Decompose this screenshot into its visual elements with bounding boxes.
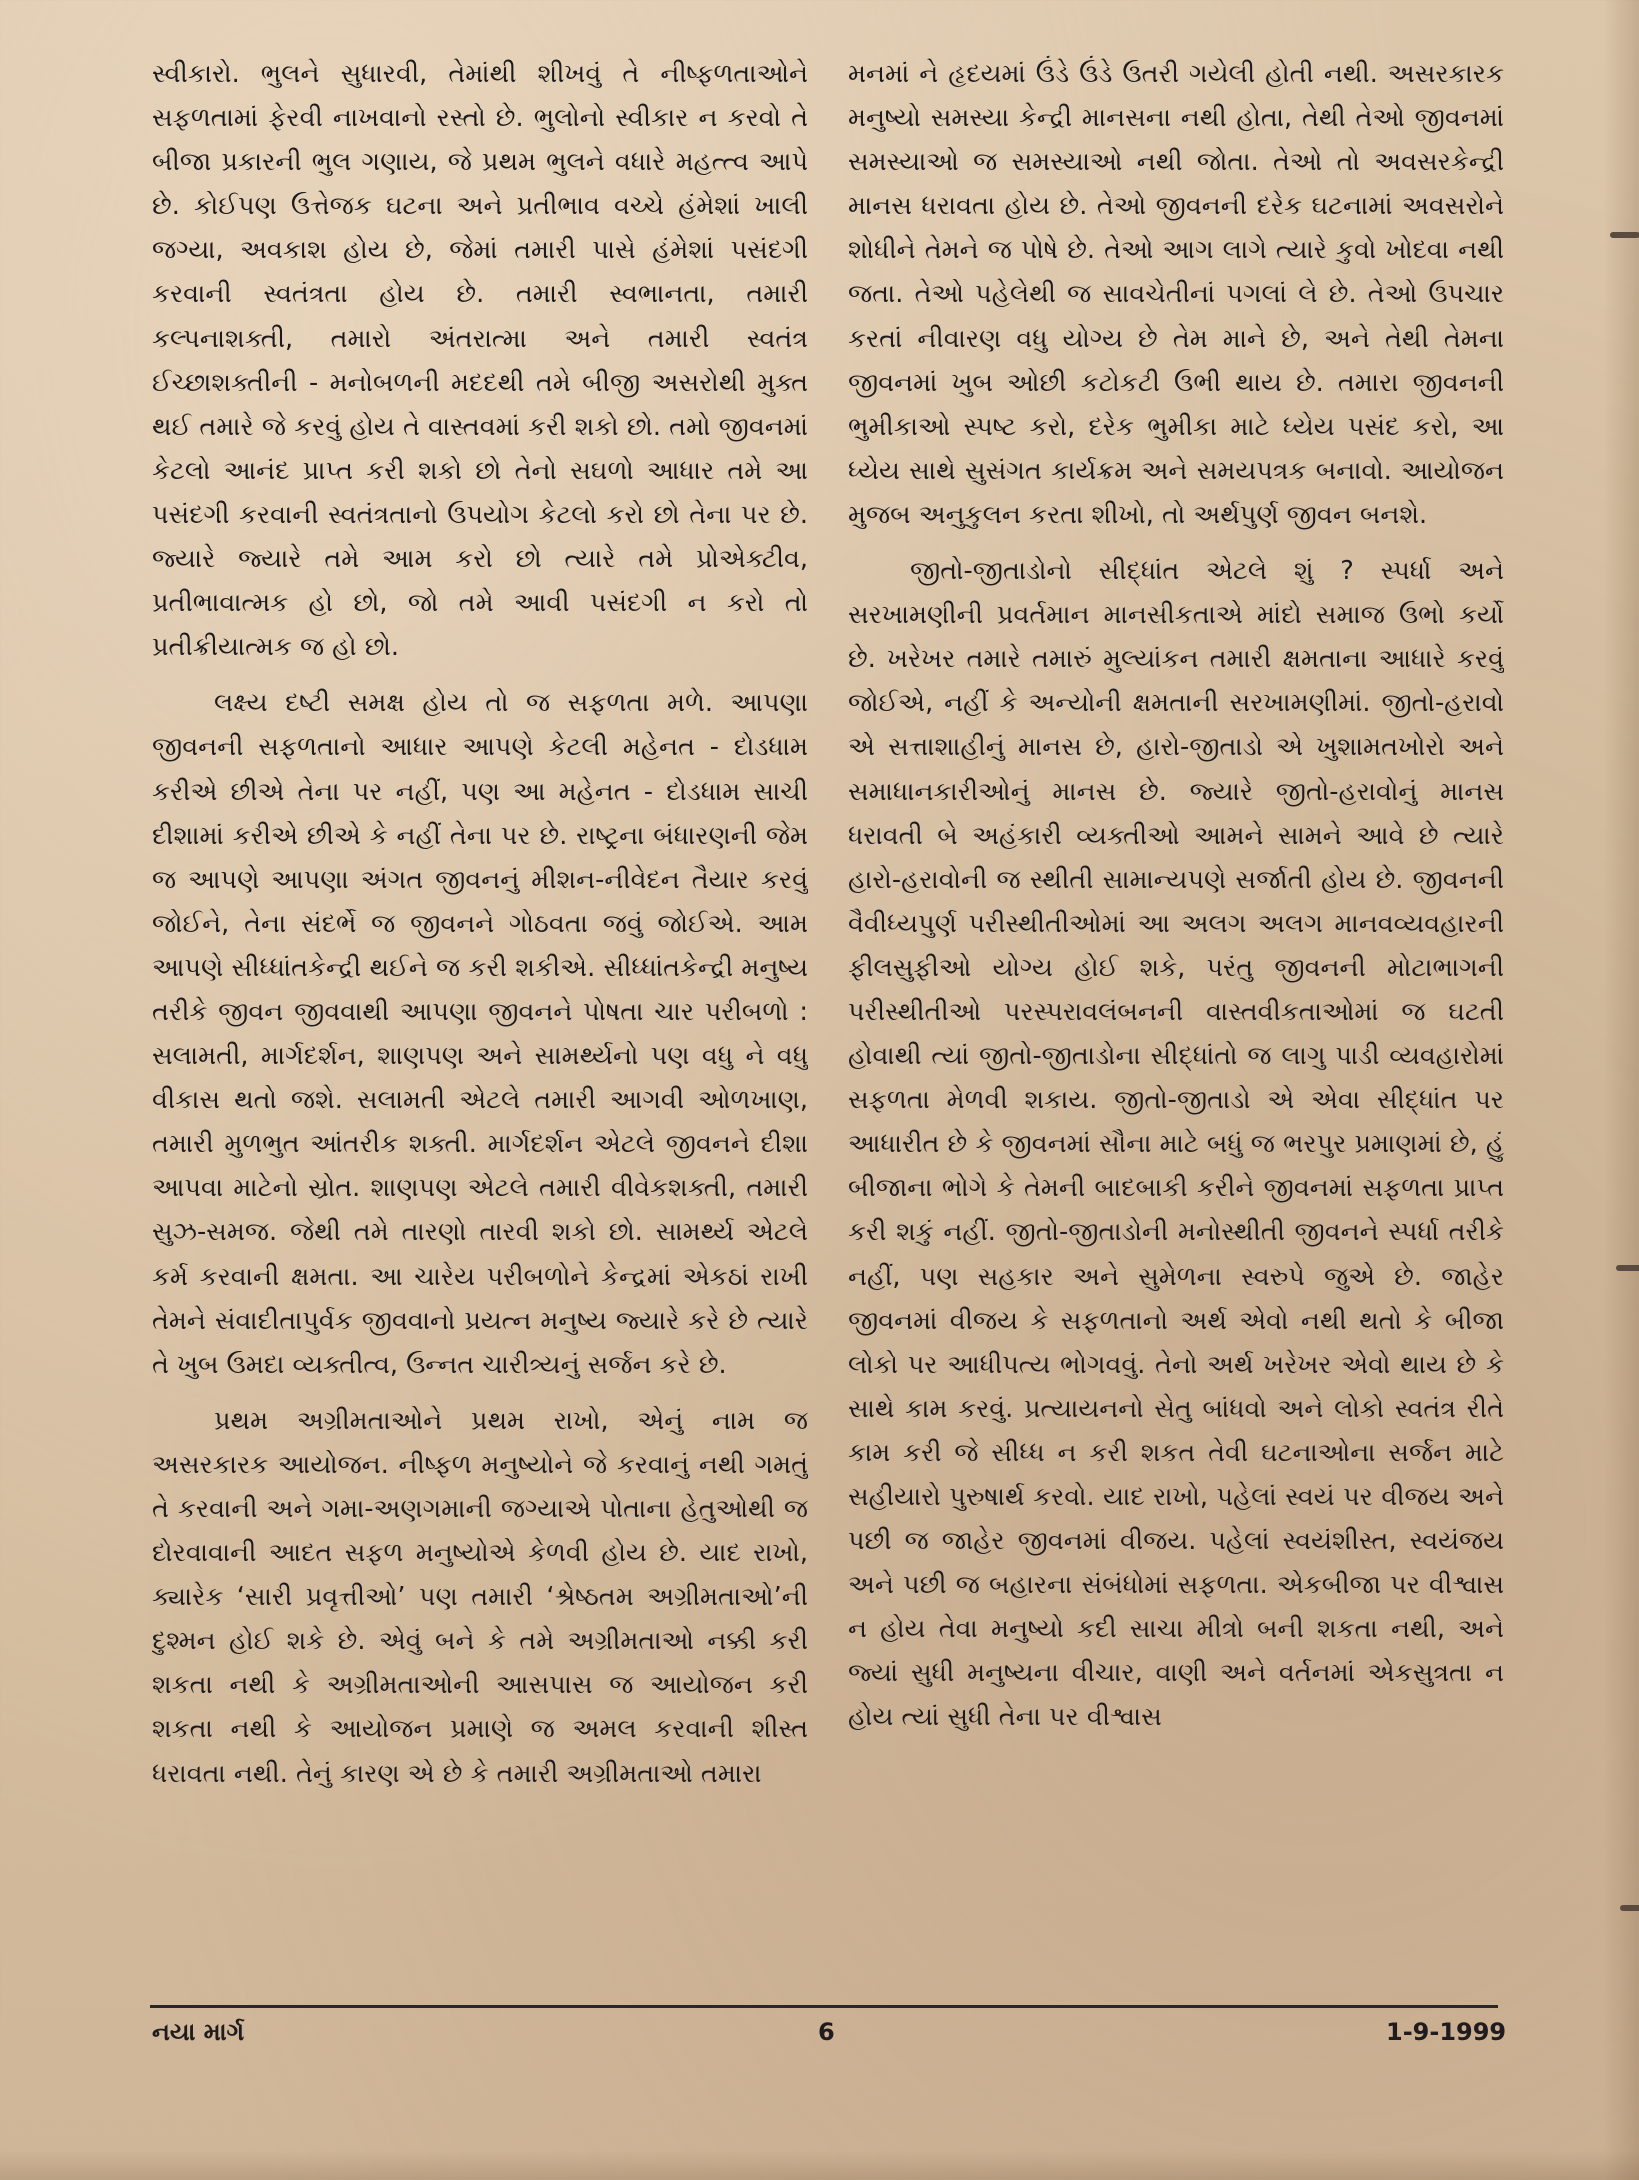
- paper-nick-mark: [1620, 1905, 1639, 1911]
- page-edge-shadow-bottom: [0, 2150, 1639, 2180]
- paper-nick-mark: [1610, 232, 1639, 238]
- issue-date: 1-9-1999: [1386, 2018, 1507, 2046]
- page-number: 6: [818, 2018, 835, 2046]
- article-paragraph: લક્ષ્ય દષ્ટી સમક્ષ હોય તો જ સફળતા મળે. આપણા જીવનની સફળતાનો આધાર આપણે કેટલી મહેનત - દોડધામ કરીએ છીએ તેના પર નહીં, પણ આ મહેનત - દોડધામ સાચી દીશામાં કરીએ છીએ કે નહીં તેના પર છે. રાષ્ટ્રના બંધારણની જેમ જ આપણે આપણા અંગત જીવનનું મીશન-નીવેદન તૈયાર કરવું જોઈને, તેના સંદર્ભે જ જીવનને ગોઠવતા જવું જોઈએ. આમ આપણે સીધ્ધાંતકેન્દ્રી થઈને જ કરી શકીએ. સીધ્ધાંતકેન્દ્રી મનુષ્ય તરીકે જીવન જીવવાથી આપણા જીવનને પોષતા ચાર પરીબળો : સલામતી, માર્ગદર્શન, શાણપણ અને સામર્થ્યનો પણ વધુ ને વધુ વીકાસ થતો જશે. સલામતી એટલે તમારી આગવી ઓળખાણ, તમારી મુળભુત આંતરીક શક્તી. માર્ગદર્શન એટલે જીવનને દીશા આપવા માટેનો સ્રોત. શાણપણ એટલે તમારી વીવેકશક્તી, તમારી સુઝ-સમજ. જેથી તમે તારણો તારવી શકો છો. સામર્થ્ય એટલે કર્મ કરવાની ક્ષમતા. આ ચારેય પરીબળોને કેન્દ્રમાં એકઠાં રાખી તેમને સંવાદીતાપુર્વક જીવવાનો પ્રયત્ન મનુષ્ય જ્યારે કરે છે ત્યારે તે ખુબ ઉમદા વ્યક્તીત્વ, ઉન્નત ચારીત્ર્યનું સર્જન કરે છે.: [152, 688, 808, 1380]
- page-edge-shadow-right: [1603, 0, 1639, 2180]
- article-column-right: [848, 52, 1504, 2002]
- article-column-left: [152, 52, 808, 2002]
- article-paragraph: મનમાં ને હૃદયમાં ઉંડે ઉંડે ઉતરી ગયેલી હોતી નથી. અસરકારક મનુષ્યો સમસ્યા કેન્દ્રી માનસના નથી હોતા, તેથી તેઓ જીવનમાં સમસ્યાઓ જ સમસ્યાઓ નથી જોતા. તેઓ તો અવસરકેન્દ્રી માનસ ધરાવતા હોય છે. તેઓ જીવનની દરેક ઘટનામાં અવસરોને શોધીને તેમને જ પોષે છે. તેઓ આગ લાગે ત્યારે કુવો ખોદવા નથી જતા. તેઓ પહેલેથી જ સાવચેતીનાં પગલાં લે છે. તેઓ ઉપચાર કરતાં નીવારણ વધુ યોગ્ય છે તેમ માને છે, અને તેથી તેમના જીવનમાં ખુબ ઓછી કટોકટી ઉભી થાય છે. તમારા જીવનની ભુમીકાઓ સ્પષ્ટ કરો, દરેક ભુમીકા માટે ધ્યેય પસંદ કરો, આ ધ્યેય સાથે સુસંગત કાર્યક્રમ અને સમયપત્રક બનાવો. આયોજન મુજબ અનુકુલન કરતા શીખો, તો અર્થપુર્ણ જીવન બનશે.: [848, 59, 1504, 530]
- article-paragraph: પ્રથમ અગ્રીમતાઓને પ્રથમ રાખો, એનું નામ જ અસરકારક આયોજન. નીષ્ફળ મનુષ્યોને જે કરવાનું નથી ગમતું તે કરવાની અને ગમા-અણગમાની જગ્યાએ પોતાના હેતુઓથી જ દોરવાવાની આદત સફળ મનુષ્યોએ કેળવી હોય છે. યાદ રાખો, ક્યારેક ‘સારી પ્રવૃત્તીઓ’ પણ તમારી ‘શ્રેષ્ઠતમ અગ્રીમતાઓ’ની દુશ્મન હોઈ શકે છે. એવું બને કે તમે અગ્રીમતાઓ નક્કી કરી શકતા નથી કે અગ્રીમતાઓની આસપાસ જ આયોજન કરી શકતા નથી કે આયોજન પ્રમાણે જ અમલ કરવાની શીસ્ત ધરાવતા નથી. તેનું કારણ એ છે કે તમારી અગ્રીમતાઓ તમારા: [152, 1405, 808, 1789]
- article-paragraph: જીતો-જીતાડોનો સીદ્ધાંત એટલે શું ? સ્પર્ધા અને સરખામણીની પ્રવર્તમાન માનસીકતાએ માંદો સમાજ ઉભો કર્યો છે. ખરેખર તમારે તમારું મુલ્યાંકન તમારી ક્ષમતાના આધારે કરવું જોઈએ, નહીં કે અન્યોની ક્ષમતાની સરખામણીમાં. જીતો-હરાવો એ સત્તાશાહીનું માનસ છે, હારો-જીતાડો એ ખુશામતખોરો અને સમાધાનકારીઓનું માનસ છે. જ્યારે જીતો-હરાવોનું માનસ ધરાવતી બે અહંકારી વ્યક્તીઓ આમને સામને આવે છે ત્યારે હારો-હરાવોની જ સ્થીતી સામાન્યપણે સર્જાતી હોય છે. જીવનની વૈવીધ્યપુર્ણ પરીસ્થીતીઓમાં આ અલગ અલગ માનવવ્યવહારની ફીલસુફીઓ યોગ્ય હોઈ શકે, પરંતુ જીવનની મોટાભાગની પરીસ્થીતીઓ પરસ્પરાવલંબનની વાસ્તવીકતાઓમાં જ ઘટતી હોવાથી ત્યાં જીતો-જીતાડોના સીદ્ધાંતો જ લાગુ પાડી વ્યવહારોમાં સફળતા મેળવી શકાય. જીતો-જીતાડો એ એવા સીદ્ધાંત પર આધારીત છે કે જીવનમાં સૌના માટે બધું જ ભરપુર પ્રમાણમાં છે, હું બીજાના ભોગે કે તેમની બાદબાકી કરીને જીવનમાં સફળતા પ્રાપ્ત કરી શકું નહીં. જીતો-જીતાડોની મનોસ્થીતી જીવનને સ્પર્ધા તરીકે નહીં, પણ સહકાર અને સુમેળના સ્વરુપે જુએ છે. જાહેર જીવનમાં વીજય કે સફળતાનો અર્થ એવો નથી થતો કે બીજા લોકો પર આધીપત્ય ભોગવવું. તેનો અર્થ ખરેખર એવો થાય છે કે સાથે કામ કરવું. પ્રત્યાયનનો સેતુ બાંધવો અને લોકો સ્વતંત્ર રીતે કામ કરી જે સીધ્ધ ન કરી શકત તેવી ઘટનાઓના સર્જન માટે સહીયારો પુરુષાર્થ કરવો. યાદ રાખો, પહેલાં સ્વયં પર વીજય અને પછી જ જાહેર જીવનમાં વીજય. પહેલાં સ્વયંશીસ્ત, સ્વયંજય અને પછી જ બહારના સંબંધોમાં સફળતા. એકબીજા પર વીશ્વાસ ન હોય તેવા મનુષ્યો કદી સાચા મીત્રો બની શકતા નથી, અને જ્યાં સુધી મનુષ્યના વીચાર, વાણી અને વર્તનમાં એકસુત્રતા ન હોય ત્યાં સુધી તેના પર વીશ્વાસ: [848, 556, 1504, 1733]
- footer-divider: [150, 2005, 1498, 2008]
- publication-name: નયા માર્ગ: [152, 2018, 245, 2046]
- paper-nick-mark: [1616, 1265, 1639, 1271]
- article-paragraph: સ્વીકારો. ભુલને સુધારવી, તેમાંથી શીખવું તે નીષ્ફળતાઓને સફળતામાં ફેરવી નાખવાનો રસ્તો છે. ભુલોનો સ્વીકાર ન કરવો તે બીજા પ્રકારની ભુલ ગણાય, જે પ્રથમ ભુલને વધારે મહત્ત્વ આપે છે. કોઈપણ ઉત્તેજક ઘટના અને પ્રતીભાવ વચ્ચે હંમેશાં ખાલી જગ્યા, અવકાશ હોય છે, જેમાં તમારી પાસે હંમેશાં પસંદગી કરવાની સ્વતંત્રતા હોય છે. તમારી સ્વભાનતા, તમારી કલ્પનાશક્તી, તમારો અંતરાત્મા અને તમારી સ્વતંત્ર ઈચ્છાશક્તીની - મનોબળની મદદથી તમે બીજી અસરોથી મુક્ત થઈ તમારે જે કરવું હોય તે વાસ્તવમાં કરી શકો છો. તમો જીવનમાં કેટલો આનંદ પ્રાપ્ત કરી શકો છો તેનો સઘળો આધાર તમે આ પસંદગી કરવાની સ્વતંત્રતાનો ઉપયોગ કેટલો કરો છો તેના પર છે. જ્યારે જ્યારે તમે આમ કરો છો ત્યારે તમે પ્રોએક્ટીવ, પ્રતીભાવાત્મક હો છો, જો તમે આવી પસંદગી ન કરો તો પ્રતીક્રીયાત્મક જ હો છો.: [152, 59, 808, 663]
